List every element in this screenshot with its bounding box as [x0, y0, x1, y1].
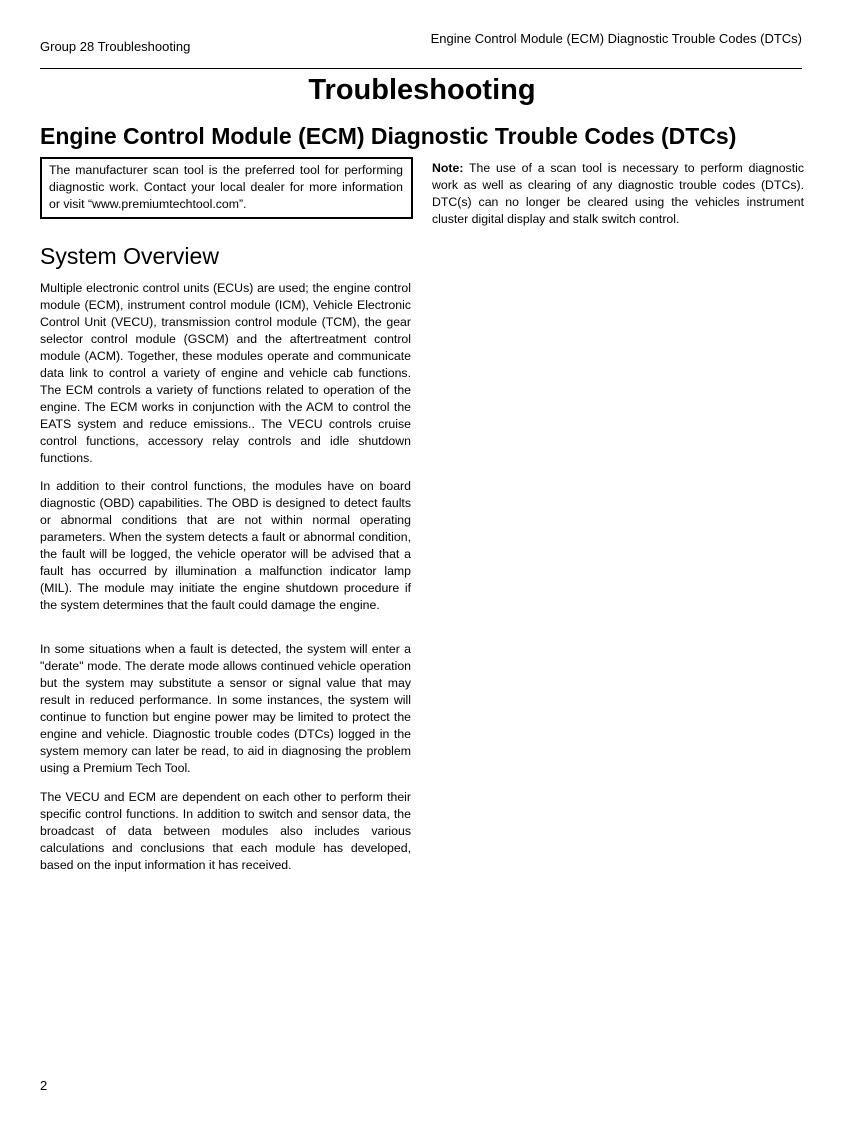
- header-document-title: Engine Control Module (ECM) Diagnostic Trouble Codes (DTCs): [430, 31, 802, 46]
- system-overview-title: System Overview: [40, 243, 219, 269]
- note-label: Note:: [432, 161, 464, 175]
- section-title: Engine Control Module (ECM) Diagnostic Trouble Codes (DTCs): [40, 123, 737, 149]
- page-number: 2: [40, 1078, 48, 1093]
- overview-paragraph: In addition to their control functions, the modules have on board diagnostic (OBD) capabilities. The OBD is designed to detect faults or abnormal conditions that are not within normal operating parameters. When the system detects a fault or abnormal condition, the fault will be logged, the vehicle operator will be advised that a fault has occurred by illumination a malfunction indicator lamp (MIL). The module may initiate the engine shutdown procedure if the system determines that the fault could damage the engine.: [40, 479, 411, 612]
- overview-paragraph: Multiple electronic control units (ECUs) are used; the engine control module (ECM), instrument control module (ICM), Vehicle Electronic Control Unit (VECU), transmission control module (TCM), the gear selector control module (GSCM) and the aftertreatment control module (ACM). Together, these modules operate and communicate data link to control a variety of engine and vehicle cab functions. The ECM controls a variety of functions related to operation of the engine. The ECM works in conjunction with the ACM to control the EATS system and reduce emissions.. The VECU controls cruise control functions, accessory relay controls and idle shutdown functions.: [40, 281, 411, 465]
- header-divider: [40, 68, 802, 69]
- overview-paragraph: In some situations when a fault is detected, the system will enter a "derate" mode. The derate mode allows continued vehicle operation but the system may substitute a sensor or signal value that may result in reduced performance. In some instances, the system will continue to function but engine power may be limited to protect the engine and vehicle. Diagnostic trouble codes (DTCs) logged in the system memory can later be read, to aid in diagnosing the problem using a Premium Tech Tool.: [40, 642, 411, 775]
- header-group-label: Group 28 Troubleshooting: [40, 39, 191, 54]
- note-block: [432, 160, 804, 228]
- page-title: Troubleshooting: [308, 74, 536, 106]
- notice-box: The manufacturer scan tool is the preferred tool for performing diagnostic work. Contact your local dealer for more information or visit “www.premiumtechtool.com”.: [40, 157, 413, 219]
- note-text: The use of a scan tool is necessary to perform diagnostic work as well as clearing of any diagnostic trouble codes (DTCs). DTC(s) can no longer be cleared using the vehicles instrument cluster digital display and stalk switch control.: [432, 161, 804, 226]
- overview-paragraph: The VECU and ECM are dependent on each other to perform their specific control functions. In addition to switch and sensor data, the broadcast of data between modules also includes various calculations and conclusions that each module has developed, based on the input information it has received.: [40, 790, 411, 872]
